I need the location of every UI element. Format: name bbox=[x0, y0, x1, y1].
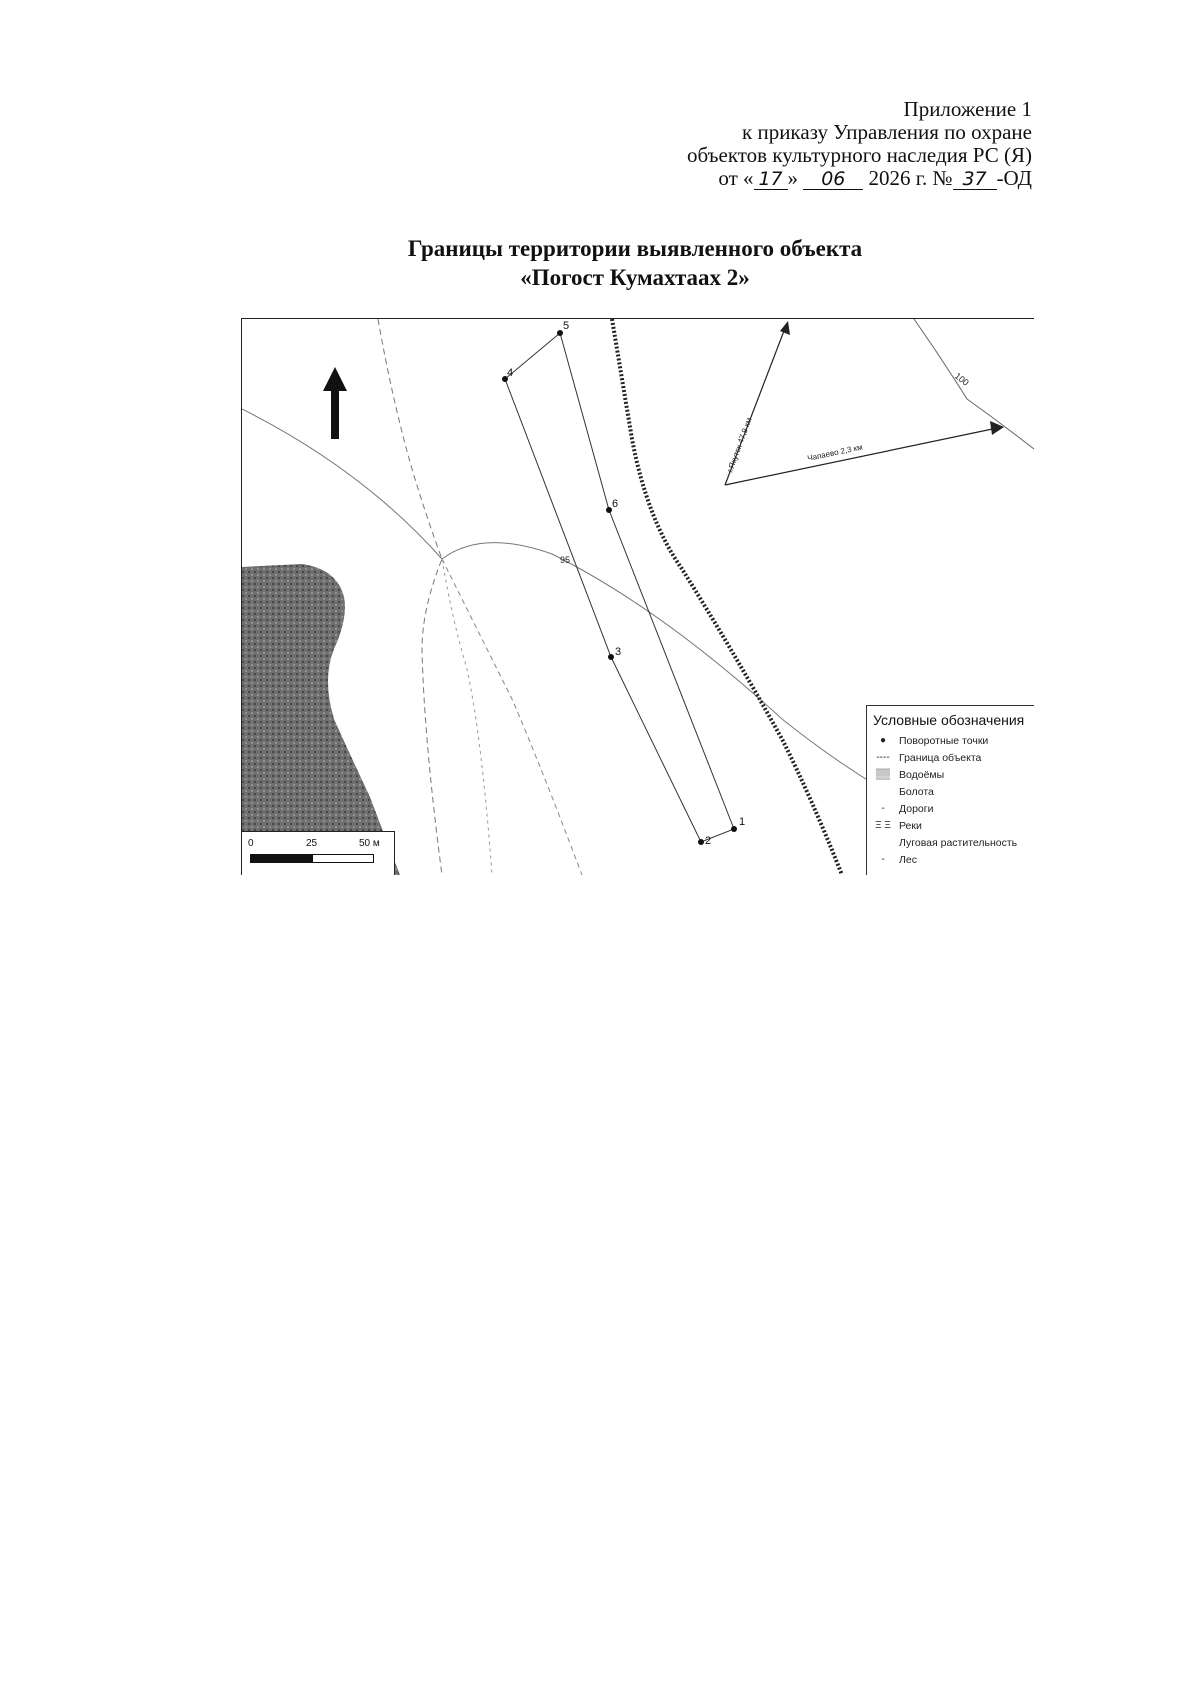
date-prefix: от « bbox=[718, 166, 754, 190]
boundary-map bbox=[241, 318, 1034, 875]
legend-title: Условные обозначения bbox=[873, 712, 1025, 728]
water-body bbox=[242, 564, 400, 875]
order-number: 37 bbox=[953, 169, 997, 190]
legend-item-roads bbox=[867, 800, 1034, 817]
legend-label: Болота bbox=[899, 785, 934, 798]
legend-label: Поворотные точки bbox=[899, 734, 989, 747]
legend-item-water bbox=[867, 766, 1034, 783]
scale-label-25: 25 bbox=[306, 838, 318, 849]
scale-bar bbox=[242, 831, 395, 875]
document-title bbox=[0, 234, 1200, 292]
scale-label-50: 50 м bbox=[359, 838, 380, 849]
order-suffix: -ОД bbox=[996, 166, 1032, 190]
turning-point-label-5: 5 bbox=[563, 320, 570, 332]
title-line-2: «Погост Кумахтаах 2» bbox=[520, 265, 750, 290]
order-month: 06 bbox=[803, 169, 863, 190]
direction-arrows bbox=[725, 321, 1004, 485]
order-reference: к приказу Управления по охране bbox=[742, 120, 1032, 144]
road-line-mid bbox=[442, 559, 492, 875]
forest-icon: - bbox=[881, 854, 885, 865]
agency-name: объектов культурного наследия РС (Я) bbox=[687, 143, 1032, 167]
river-line bbox=[612, 319, 842, 875]
contour-label-100: 100 bbox=[952, 370, 971, 388]
road-line-south bbox=[442, 559, 582, 875]
dot-icon: ● bbox=[879, 735, 887, 746]
order-day: 17 bbox=[754, 169, 788, 190]
dashed-line-icon: ---- bbox=[876, 752, 890, 763]
legend-label: Лес bbox=[899, 853, 917, 866]
legend-label: Луговая растительность bbox=[899, 836, 1018, 849]
legend-item-turning-points bbox=[867, 732, 1034, 749]
date-mid: » bbox=[787, 166, 799, 190]
turning-point-3 bbox=[608, 654, 614, 660]
river-icon: Ξ Ξ bbox=[875, 820, 891, 831]
north-arrow-icon bbox=[323, 367, 347, 439]
legend-label: Водоёмы bbox=[899, 768, 945, 781]
appendix-title: Приложение 1 bbox=[903, 97, 1032, 121]
scale-segment-empty bbox=[312, 854, 374, 863]
title-line-1: Границы территории выявленного объекта bbox=[407, 236, 863, 261]
turning-point-label-6: 6 bbox=[612, 498, 619, 510]
legend-item-swamp bbox=[867, 783, 1034, 800]
legend-item-meadow bbox=[867, 834, 1034, 851]
turning-point-1 bbox=[731, 826, 737, 832]
contour-label-95: 95 bbox=[560, 555, 571, 565]
turning-point-label-2: 2 bbox=[705, 835, 712, 847]
water-pattern-icon: ▒▒ bbox=[875, 769, 891, 780]
contour-100 bbox=[914, 319, 1034, 449]
scale-label-0: 0 bbox=[248, 838, 254, 849]
order-year: 2026 г. № bbox=[868, 166, 953, 190]
label-yakutsk: г.Якутск 47,9 км bbox=[725, 416, 754, 474]
legend-label: Дороги bbox=[899, 802, 934, 815]
legend-item-boundary bbox=[867, 749, 1034, 766]
road-line-west bbox=[378, 319, 442, 875]
turning-point-label-1: 1 bbox=[739, 816, 746, 828]
scale-segment-filled bbox=[250, 854, 312, 863]
road-icon: - bbox=[881, 803, 885, 814]
appendix-header bbox=[687, 98, 1032, 190]
turning-point-label-4: 4 bbox=[507, 367, 514, 379]
legend-label: Реки bbox=[899, 819, 922, 832]
turning-point-label-3: 3 bbox=[615, 646, 622, 658]
legend-item-forest bbox=[867, 851, 1034, 868]
label-chapaevo: Чапаево 2,3 км bbox=[806, 442, 864, 463]
order-date-line bbox=[687, 167, 1032, 190]
legend-item-rivers bbox=[867, 817, 1034, 834]
turning-point-2 bbox=[698, 839, 704, 845]
map-legend bbox=[866, 705, 1034, 875]
legend-label: Граница объекта bbox=[899, 751, 982, 764]
